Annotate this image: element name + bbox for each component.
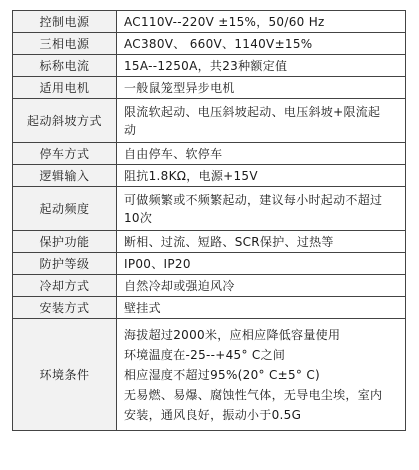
row-label: 三相电源 (13, 33, 117, 55)
value-line: 10次 (124, 210, 153, 225)
value-line: 相应湿度不超过95%(20° C±5° C) (124, 367, 320, 382)
row-label: 防护等级 (13, 253, 117, 275)
spec-row-environment (13, 319, 406, 431)
row-label: 起动斜坡方式 (13, 99, 117, 143)
row-value (117, 143, 406, 165)
value-line: 可做频繁或不频繁起动，建议每小时起动不超过 (124, 192, 383, 207)
row-value (117, 275, 406, 297)
spec-row-three-phase-power (13, 33, 406, 55)
value-line: 动 (124, 122, 137, 137)
value-line: 15A--1250A，共23种额定值 (124, 58, 288, 73)
spec-row-control-power (13, 11, 406, 33)
spec-row-rated-current (13, 55, 406, 77)
value-line: 海拔超过2000米，应相应降低容量使用 (124, 327, 341, 342)
value-line: 阻抗1.8KΩ，电源+15V (124, 168, 258, 183)
value-line: AC380V、 660V、1140V±15% (124, 36, 313, 51)
value-line: AC110V--220V ±15%，50/60 Hz (124, 14, 325, 29)
row-label: 适用电机 (13, 77, 117, 99)
row-label: 冷却方式 (13, 275, 117, 297)
spec-row-protection (13, 231, 406, 253)
spec-table (12, 10, 406, 431)
row-value (117, 55, 406, 77)
row-label: 逻辑输入 (13, 165, 117, 187)
row-value (117, 165, 406, 187)
value-line: 自然冷却或强迫风冷 (124, 278, 235, 293)
spec-row-logic-input (13, 165, 406, 187)
spec-row-cooling (13, 275, 406, 297)
value-line: 断相、过流、短路、SCR保护、过热等 (124, 234, 334, 249)
row-value (117, 231, 406, 253)
spec-row-stop-mode (13, 143, 406, 165)
row-label: 停车方式 (13, 143, 117, 165)
value-line: 安装，通风良好，振动小于0.5G (124, 407, 302, 422)
value-line: IP00、IP20 (124, 256, 191, 271)
value-line: 一般鼠笼型异步电机 (124, 80, 235, 95)
value-line: 限流软起动、电压斜坡起动、电压斜坡+限流起 (124, 104, 381, 119)
spec-row-motor (13, 77, 406, 99)
row-label: 保护功能 (13, 231, 117, 253)
spec-row-mounting (13, 297, 406, 319)
row-value (117, 77, 406, 99)
row-value (117, 297, 406, 319)
row-value (117, 319, 406, 431)
row-label: 控制电源 (13, 11, 117, 33)
row-value (117, 99, 406, 143)
row-label: 标称电流 (13, 55, 117, 77)
row-label: 起动频度 (13, 187, 117, 231)
value-line: 无易燃、易爆、腐蚀性气体，无导电尘埃，室内 (124, 387, 383, 402)
spec-row-start-frequency (13, 187, 406, 231)
row-value (117, 253, 406, 275)
row-value (117, 11, 406, 33)
value-line: 自由停车、软停车 (124, 146, 223, 161)
value-line: 壁挂式 (124, 300, 161, 315)
value-line: 环境温度在-25--+45° C之间 (124, 347, 286, 362)
row-label: 环境条件 (13, 319, 117, 431)
spec-row-ip-rating (13, 253, 406, 275)
spec-row-start-ramp (13, 99, 406, 143)
row-value (117, 187, 406, 231)
row-label: 安装方式 (13, 297, 117, 319)
row-value (117, 33, 406, 55)
